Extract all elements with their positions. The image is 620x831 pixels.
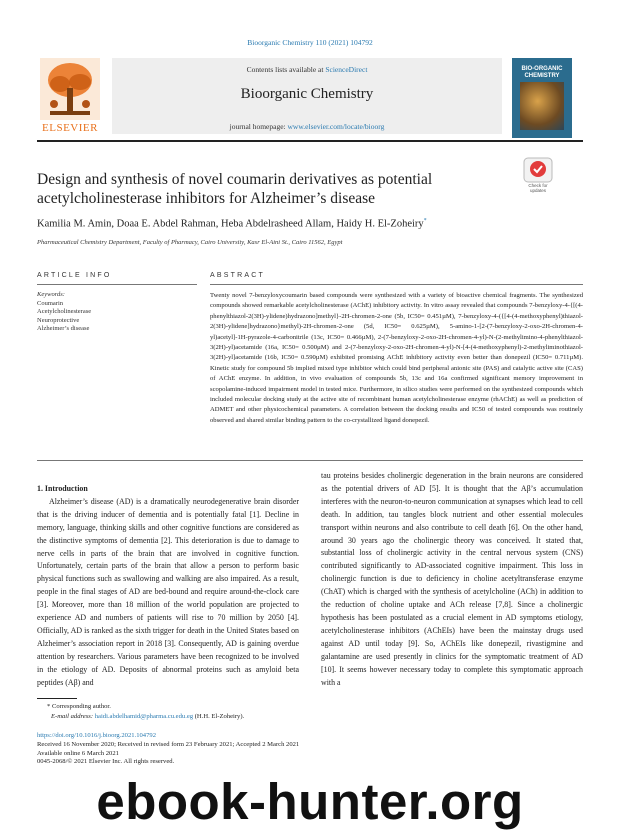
- journal-title: Bioorganic Chemistry: [240, 86, 374, 102]
- homepage-link[interactable]: www.elsevier.com/locate/bioorg: [287, 122, 385, 131]
- elsevier-tree-logo: [40, 58, 100, 120]
- article-info-heading: ARTICLE INFO: [37, 272, 112, 279]
- cover-title: BIO-ORGANIC CHEMISTRY: [521, 66, 563, 79]
- corresponding-author-note: * Corresponding author.: [47, 703, 111, 710]
- footnote-divider: [37, 698, 77, 699]
- journal-reference[interactable]: Bioorganic Chemistry 110 (2021) 104792: [247, 38, 373, 47]
- keywords-label: Keywords:: [37, 291, 65, 298]
- email-link[interactable]: haidi.abdelhamid@pharma.cu.edu.eg: [94, 712, 194, 720]
- abstract-bottom-divider: [37, 460, 583, 461]
- authors-text: Kamilia M. Amin, Doaa E. Abdel Rahman, Heba Abdelrasheed Allam, Haidy H. El-Zoheiry: [37, 218, 424, 230]
- keyword-item: Neuroprotective: [37, 316, 80, 324]
- homepage-line: [112, 122, 502, 131]
- keyword-item: Coumarin: [37, 299, 63, 307]
- abstract-heading: ABSTRACT: [210, 272, 265, 279]
- abstract-text: Twenty novel 7-benzyloxycoumarin based compounds were synthesized with a variety of bioactive chemical fragments. The synthesized compounds showed remarkable acetylcholinesterase (AChE) inhibitory activity. In vitro assay revealed that compounds 7-benzyloxy-4-{[(4-phenylthiazol-2(3H)-ylidene)hydrazono]methyl}-2H-chromen-2-one (5b, IC50= 0.451µM), 7-benzyloxy-4-({[4-(4-methoxyphenyl)thiazol-2(3H)-ylidene]hydrazono}methyl)-2H-chromen-2-one (5d, IC50= 0.625µM), 5-amino-1-[2-(7-benzyloxy-2-oxo-2H-chromen-4-yl)acetyl]-1H-pyrazole-4-carbonitrile (13c, IC50= 0.466µM), 2-(7-benzyloxy-2-oxo-2H-chromen-4-yl)-N-(2-methylimino-4-phenylthiazol-3(2H)-yl)acetamide (16a, IC50= 0.500µM) and 2-(7-benzyloxy-2-oxo-2H-chromen-4-yl)-N-[4-(4-methoxyphenyl)-2-methyliminothiazol-3(2H)-yl]acetamide (16b, IC50= 0.590µM) exhibited promising AChE inhibitory activity even better than donepezil (IC50= 0.711µM). Kinetic study for compound 5b implied mixed type inhibitor which could bind peripheral anionic site (PAS) and catalytic active site (CAS) of AChE enzyme. In addition, in vivo evaluation of compounds 5b, 13c and 16a confirmed significant memory improvement in scopolamine-induced impairment model in tested mice. Furthermore, in silico studies were performed on the synthesized compounds which included molecular docking study at the active site of recombinant human acetylcholinesterase enzyme (rhAChE) as well as prediction of ADMET and other physicochemical parameters. A correlation between the docking results and IC50 of tested compounds was routinely observed and shared similar binding pattern to the co-crystallized ligand donepezil.: [210, 292, 583, 424]
- intro-paragraph-continued: tau proteins besides cholinergic degeneration in the brain neurons are considered as the potential drivers of AD [5]. It is thought that the Aβ’s accumulation interferes with the neuron-to-neuron communication at synapses which lead to cell death. In addition, tau tangles block nutrient and other essential molecules transport within neurons and also contribute to cell death [6]. On the other hand, around 30 years ago the cholinergic theory was conceived. It stated that, substantial loss of cholinergic activity in the central nervous system (CNS) contributed significantly to AD-associated cognitive impairment. This loss in cholinergic function is due to deficiency in choline acetyltransferase enzyme (ChAT) which is charged with the synthesis of acetylcholine (ACh) in addition to the reduction of choline uptake and ACh release [7,8]. Since a cholinergic hypothesis has been postulated as a crucial element in AD symptoms etiology, acetylcholinesterase inhibitors (AChEIs) have been the mainstay drugs used against AD until today [9]. So, AChEIs like donepezil, rivastigmine and galantamine are used presently in clinics for the symptomatic treatment of AD [10]. It seems however necessary today to complete this symptomatic approach with a: [321, 471, 583, 687]
- homepage-prefix: journal homepage:: [229, 122, 288, 131]
- received-dates: Received 16 November 2020; Received in revised form 23 February 2021; Accepted 2 March 2021: [37, 740, 300, 748]
- cover-art: [520, 82, 564, 130]
- footnote: [37, 702, 337, 721]
- header-divider: [37, 140, 583, 142]
- sciencedirect-link[interactable]: ScienceDirect: [325, 65, 368, 74]
- affiliation: Pharmaceutical Chemistry Department, Faculty of Pharmacy, Cairo University, Kasr El-Aini St., Cairo 11562, Egypt: [37, 239, 343, 246]
- email-label: E-mail address:: [51, 712, 95, 720]
- copyright: 0045-2068/© 2021 Elsevier Inc. All rights reserved.: [37, 758, 175, 766]
- check-for-updates-label[interactable]: Check for updates: [528, 183, 548, 193]
- keywords-block: [37, 291, 197, 334]
- email-suffix: (H.H. El-Zoheiry).: [193, 712, 245, 720]
- available-online: Available online 6 March 2021: [37, 749, 119, 757]
- section-heading-introduction: 1. Introduction: [37, 484, 88, 493]
- journal-cover-image: [512, 58, 572, 138]
- keyword-item: Acetylcholinesterase: [37, 308, 92, 316]
- abstract-divider: [210, 284, 583, 285]
- doi-link[interactable]: https://doi.org/10.1016/j.bioorg.2021.104792: [37, 732, 156, 739]
- intro-paragraph: Alzheimer’s disease (AD) is a dramatically neurodegenerative brain disorder that is the driving inducer of dementia and is potentially fatal [1]. Decline in memory, language, thinking skills and other cognitive functions are considered as the distinctive symptoms of dementia [2]. This deterioration is due to damage to nerve cells in parts of the brain that are involved in cognitive function. Unfortunately, certain parts of the brain that allow a person to perform basic physical functions such as swallowing and walking are also impaired. As a result, people in the final stages of AD are bed-bound and require around-the-clock care [3]. Moreover, more than 18 million of the world population are projected to experience AD and numbers of patients will rise to 70 million by 2050 [4]. Officially, AD is ranked as the sixth trigger for death in the United States based on Alzheimer’s association report in 2018 [3]. Consequently, AD is gaining overdue attention by researchers. Various parameters have been recognized to be involved in the etiology of AD. Deposits of abnormal proteins such as amyloid beta peptides (Aβ) and: [37, 496, 299, 687]
- contents-prefix: Contents lists available at: [246, 65, 326, 74]
- article-title: Design and synthesis of novel coumarin derivatives as potential acetylcholinesterase inhibitors for Alzheimer’s disease: [37, 171, 433, 207]
- author-list: [37, 218, 577, 230]
- body-column-right: [321, 470, 583, 689]
- body-column-left: [37, 483, 299, 690]
- elsevier-wordmark: ELSEVIER: [42, 122, 98, 134]
- corresponding-author-mark[interactable]: *: [423, 218, 427, 224]
- email-line: [37, 712, 337, 722]
- article-info-divider: [37, 284, 197, 285]
- watermark-text: ebook-hunter.org: [96, 773, 524, 830]
- contents-line: [112, 65, 502, 74]
- keyword-item: Alzheimer’s disease: [37, 325, 90, 333]
- publication-info: [37, 732, 417, 767]
